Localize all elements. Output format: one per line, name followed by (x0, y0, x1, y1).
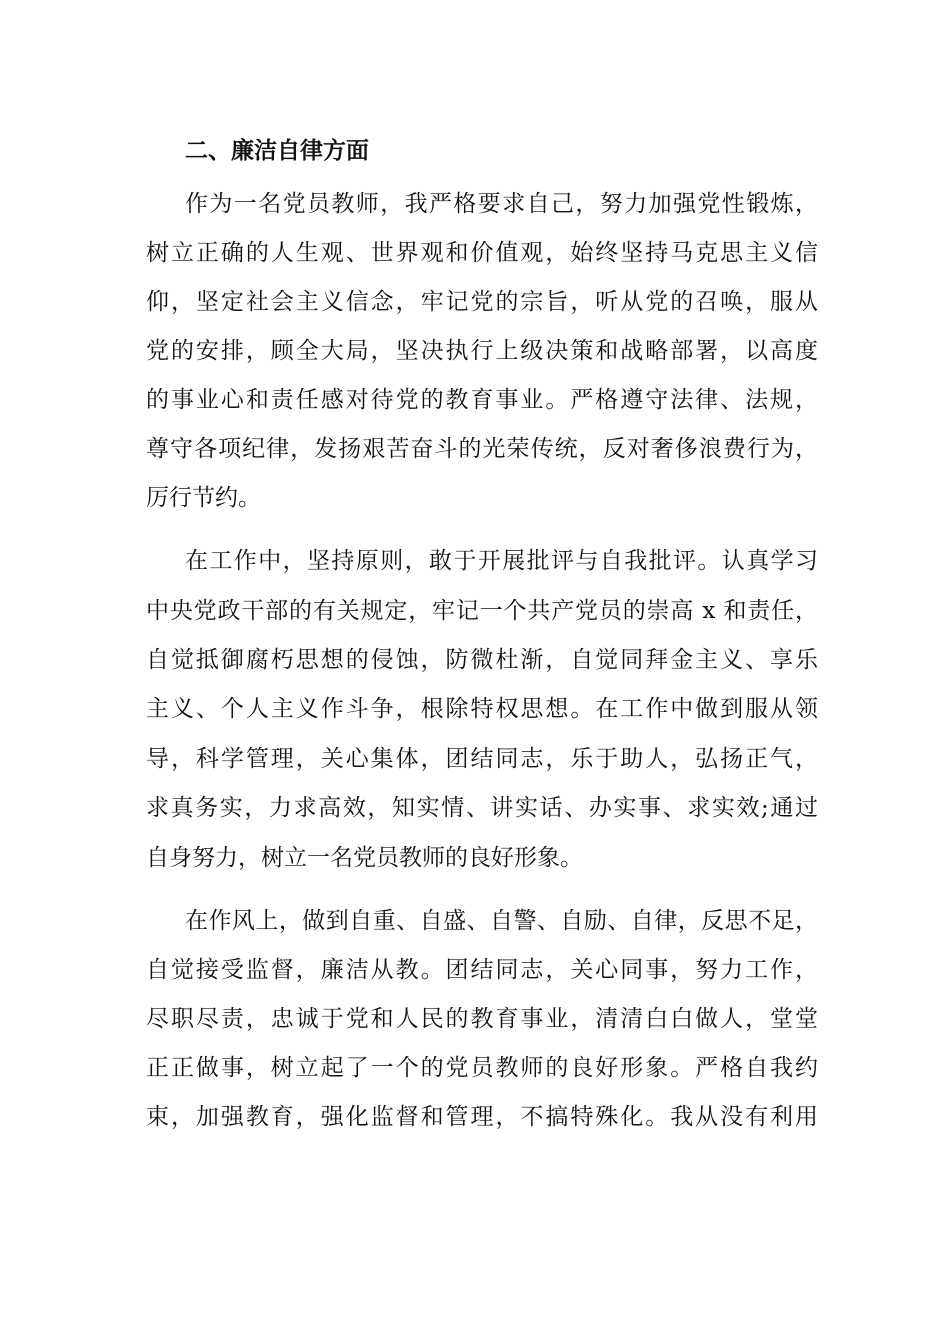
paragraph-1-line-3: 仰，坚定社会主义信念，牢记党的宗旨，听从党的召唤，服从 (146, 289, 818, 315)
paragraph-2-line-1: 在工作中，坚持原则，敢于开展批评与自我批评。认真学习 (185, 548, 818, 574)
paragraph-2-line-5: 导，科学管理，关心集体，团结同志，乐于助人，弘扬正气， (146, 746, 818, 772)
paragraph-1-line-1: 作为一名党员教师，我严格要求自己，努力加强党性锻炼， (185, 191, 818, 217)
paragraph-2-line-3: 自觉抵御腐朽思想的侵蚀，防微杜渐，自觉同拜金主义、享乐 (146, 647, 818, 673)
paragraph-3-line-3: 尽职尽责，忠诚于党和人民的教育事业，清清白白做人，堂堂 (146, 1006, 818, 1032)
paragraph-1-line-5: 的事业心和责任感对待党的教育事业。严格遵守法律、法规， (146, 387, 818, 413)
paragraph-1-line-2: 树立正确的人生观、世界观和价值观，始终坚持马克思主义信 (146, 240, 818, 266)
section-heading: 二、廉洁自律方面 (185, 138, 369, 164)
paragraph-3-line-2: 自觉接受监督，廉洁从教。团结同志，关心同事，努力工作， (146, 957, 818, 983)
paragraph-2-line-2: 中央党政干部的有关规定，牢记一个共产党员的崇高 x 和责任， (146, 598, 818, 624)
paragraph-1-line-4: 党的安排，顾全大局，坚决执行上级决策和战略部署，以高度 (146, 338, 818, 364)
paragraph-1-line-6: 尊守各项纪律，发扬艰苦奋斗的光荣传统，反对奢侈浪费行为， (146, 436, 818, 462)
paragraph-2-line-6: 求真务实，力求高效，知实情、讲实话、办实事、求实效;通过 (146, 795, 818, 821)
paragraph-2-line-4: 主义、个人主义作斗争，根除特权思想。在工作中做到服从领 (146, 696, 818, 722)
paragraph-1-line-7: 厉行节约。 (146, 485, 261, 511)
paragraph-2-line-7: 自身努力，树立一名党员教师的良好形象。 (146, 845, 583, 871)
paragraph-3-line-5: 束，加强教育，强化监督和管理，不搞特殊化。我从没有利用 (146, 1104, 818, 1130)
paragraph-3-line-4: 正正做事，树立起了一个的党员教师的良好形象。严格自我约 (146, 1055, 818, 1081)
paragraph-3-line-1: 在作风上，做到自重、自盛、自警、自励、自律，反思不足， (185, 908, 818, 934)
